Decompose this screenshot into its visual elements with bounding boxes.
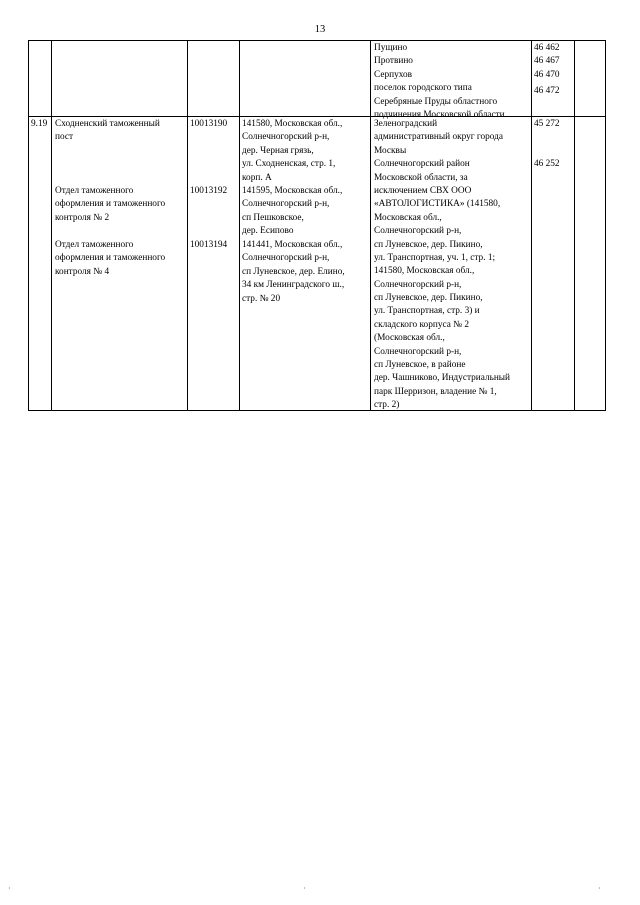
locality: Протвино (374, 56, 413, 67)
scan-mark: · (598, 884, 601, 893)
unit-name: Отдел таможенного оформления и таможенного контроля № 4 (55, 240, 166, 277)
unit-address: 141580, Московская обл., Солнечногорский р-н, дер. Черная грязь, ул. Сходненская, стр. 1, корп. А (242, 119, 343, 183)
locality: Серпухов (374, 69, 413, 80)
locality: поселок городского типа (374, 83, 472, 94)
okato-code: 46 472 (534, 86, 560, 97)
continuation-codes (534, 42, 560, 99)
locality: подчинения Московской области (374, 109, 505, 120)
unit-code: 10013190 (190, 119, 228, 129)
unit-code: 10013194 (190, 240, 228, 250)
locality: Серебряные Пруды областного (374, 96, 498, 107)
column-divider (531, 41, 532, 410)
locality: Пущино (374, 43, 408, 53)
continuation-localities (374, 42, 505, 122)
okato-code: 46 252 (534, 159, 560, 169)
okato-code: 45 272 (534, 119, 560, 129)
unit-name: Сходненский таможенный пост (55, 119, 160, 143)
unit-address: 141441, Московская обл., Солнечногорский р-н, сп Луневское, дер. Елино, 34 км Ленинградского ш., стр. № 20 (242, 240, 345, 304)
column-divider (370, 41, 371, 410)
column-divider (187, 41, 188, 410)
row-divider (29, 116, 605, 117)
scan-mark: · (8, 884, 11, 893)
okato-code: 46 462 (534, 43, 560, 53)
column-divider (51, 41, 52, 410)
unit-code: 10013192 (190, 186, 228, 196)
okato-code: 46 470 (534, 69, 560, 80)
unit-address: 141595, Московская обл., Солнечногорский р-н, сп Пешковское, дер. Есипово (242, 186, 343, 237)
column-divider (574, 41, 575, 410)
column-divider (239, 41, 240, 410)
okato-code: 46 467 (534, 56, 560, 67)
unit-name: Отдел таможенного оформления и таможенного контроля № 2 (55, 186, 166, 223)
entry-number: 9.19 (31, 119, 48, 129)
customs-table (28, 40, 606, 411)
region-description: Зеленоградский административный округ города Москвы Солнечногорский район Московской области, за исключением СВХ ООО «АВТОЛОГИСТИКА» (141580, Московская обл., Солнечногорский р-н, сп Луневское, дер. Пикино, ул. Транспортная, уч. 1, стр. 1; 141580, Московская обл., Солнечногорский р-н, сп Луневское, дер. Пикино, ул. Транспортная, стр. 3) и складского корпуса № 2 (Московская обл., Солнечногорский р-н, сп Луневское, в районе дер. Чашниково, Индустриальный парк Шерризон, владение № 1, стр. 2) (374, 119, 511, 411)
page-number: 13 (314, 24, 326, 35)
scan-mark: · (303, 884, 306, 893)
